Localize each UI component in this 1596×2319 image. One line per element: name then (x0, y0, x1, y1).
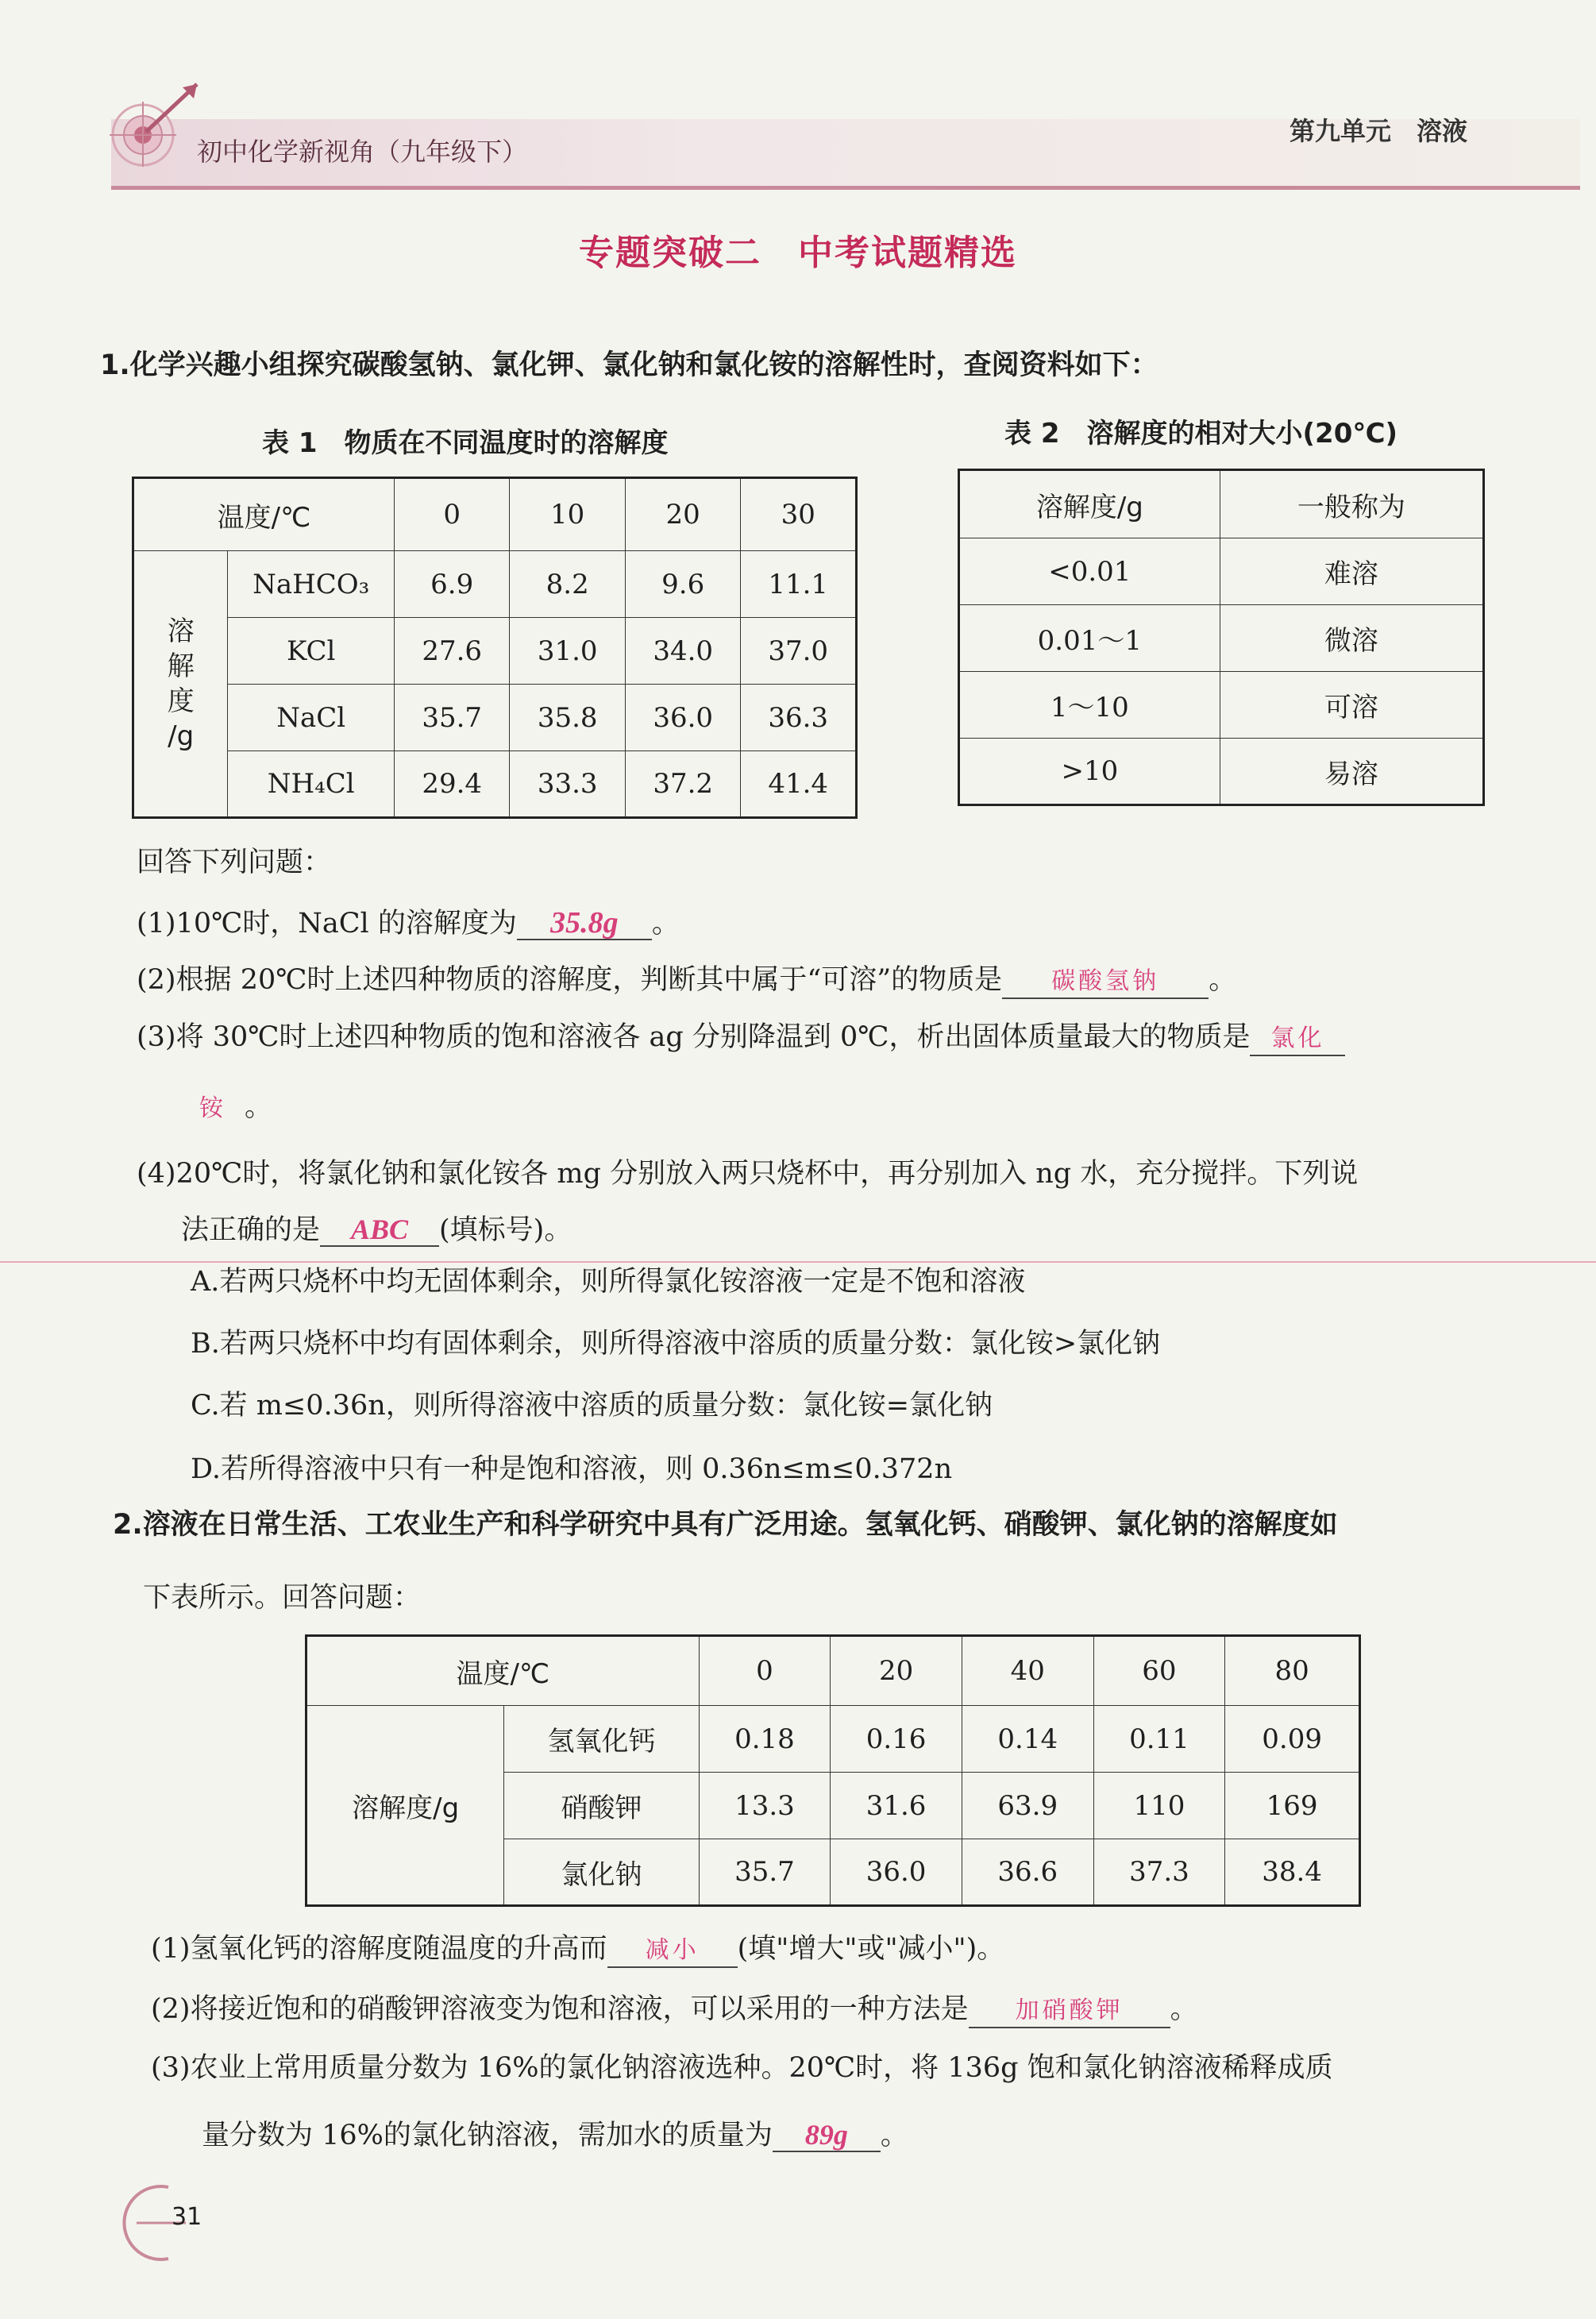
row-group-char: 解 (167, 650, 195, 682)
q1-part4-cont (181, 1214, 572, 1247)
table-cell: 33.3 (510, 751, 626, 818)
table-cell: 0.14 (962, 1706, 1093, 1773)
answer-blank[interactable]: 35.8g (517, 907, 652, 940)
unit-title: 第九单元 溶液 (1290, 116, 1468, 146)
table1-temp: 30 (741, 478, 857, 551)
table3-temp: 60 (1093, 1636, 1225, 1706)
q1-part2-text: (2)根据 20℃时上述四种物质的溶解度，判断其中属于“可溶”的物质是 (137, 964, 1003, 996)
table3-row-group: 溶解度/g (306, 1706, 504, 1906)
table-cell: 微溶 (1220, 605, 1483, 672)
header-rule (111, 186, 1580, 190)
table3-corner: 温度/℃ (306, 1636, 700, 1706)
q2-part1-end: (填"增大"或"减小")。 (737, 1933, 1005, 1965)
q1-part3-end: 。 (245, 1091, 273, 1123)
table1-substance: NH₄Cl (228, 751, 395, 818)
table2-relative-solubility (958, 469, 1485, 806)
table3-substance: 硝酸钾 (504, 1773, 699, 1839)
table-cell: 11.1 (741, 551, 857, 618)
row-group-char: /g (168, 720, 195, 752)
q2-part1 (151, 1933, 1004, 1968)
table-cell: 0.16 (831, 1706, 962, 1773)
q1-part4: (4)20℃时，将氯化钠和氯化铵各 mg 分别放入两只烧杯中，再分别加入 ng 水，充分搅拌。下列说 (137, 1158, 1359, 1190)
q1-part2-end: 。 (1209, 964, 1237, 996)
table-cell: 35.8 (510, 685, 626, 751)
option-a: A.若两只烧杯中均无固体剩余，则所得氯化铵溶液一定是不饱和溶液 (191, 1266, 1026, 1298)
table1-substance: KCl (228, 618, 395, 685)
book-title: 初中化学新视角（九年级下） (197, 137, 528, 167)
answer-blank[interactable]: 铵 (199, 1094, 226, 1122)
table-cell: 1～10 (959, 672, 1220, 739)
q1-part2 (137, 964, 1236, 999)
q2-part2-end: 。 (1170, 1993, 1198, 2025)
answer-blank[interactable]: ABC (320, 1214, 439, 1247)
option-d: D.若所得溶液中只有一种是饱和溶液，则 0.36n≤m≤0.372n (191, 1453, 953, 1485)
q1-part3-text: (3)将 30℃时上述四种物质的饱和溶液各 ag 分别降温到 0℃，析出固体质量最大的物质是 (137, 1021, 1251, 1053)
q1-part3 (137, 1021, 1345, 1056)
table-cell: 0.09 (1225, 1706, 1360, 1773)
row-group-char: 度 (167, 685, 195, 717)
q2-part2 (151, 1993, 1198, 2028)
table3-temp: 0 (699, 1636, 831, 1706)
table1-temp: 0 (394, 478, 510, 551)
table-cell: 0.18 (699, 1706, 831, 1773)
table3-temp: 40 (962, 1636, 1093, 1706)
table-cell: 31.6 (831, 1773, 962, 1839)
table-cell: 63.9 (962, 1773, 1093, 1839)
q1-part4-end: (填标号)。 (439, 1214, 572, 1246)
table-cell: 6.9 (394, 551, 510, 618)
page-title: 专题突破二 中考试题精选 (579, 233, 1017, 273)
table2-header: 一般称为 (1220, 470, 1483, 538)
table-cell: 35.7 (394, 685, 510, 751)
option-b: B.若两只烧杯中均有固体剩余，则所得溶液中溶质的质量分数：氯化铵>氯化钠 (191, 1328, 1161, 1360)
table-cell: 29.4 (394, 751, 510, 818)
answer-blank[interactable]: 碳酸氢钠 (1002, 966, 1209, 999)
table-cell: 36.6 (962, 1839, 1093, 1906)
q2-part3-end: 。 (880, 2120, 908, 2151)
table-cell: 0.11 (1093, 1706, 1225, 1773)
table-cell: 27.6 (394, 618, 510, 685)
q2-stem (113, 1509, 1338, 1541)
q1-stem (100, 349, 1158, 381)
row-group-char: 溶 (167, 615, 195, 647)
table-cell: 9.6 (625, 551, 741, 618)
q1-part1-text: (1)10℃时，NaCl 的溶解度为 (137, 908, 517, 940)
q1-stem-text: 1.化学兴趣小组探究碳酸氢钠、氯化钾、氯化钠和氯化铵的溶解性时，查阅资料如下： (100, 349, 1158, 381)
page-number: 31 (172, 2203, 202, 2231)
table-cell: 13.3 (699, 1773, 831, 1839)
answer-blank[interactable]: 氯化 (1250, 1023, 1345, 1056)
table3-temp: 20 (831, 1636, 962, 1706)
table-cell: 易溶 (1220, 739, 1483, 805)
q1-part1 (137, 907, 680, 940)
table-cell: 37.2 (625, 751, 741, 818)
table3-substance: 氯化钠 (504, 1839, 699, 1906)
table1-caption: 表 1 物质在不同温度时的溶解度 (262, 427, 669, 459)
table-cell: 34.0 (625, 618, 741, 685)
table-cell: <0.01 (959, 538, 1220, 605)
table1-temp: 10 (510, 478, 626, 551)
table-cell: 36.3 (741, 685, 857, 751)
table-cell: 35.7 (699, 1839, 831, 1906)
q2-part1-text: (1)氢氧化钙的溶解度随温度的升高而 (151, 1933, 607, 1965)
table-cell: 37.0 (741, 618, 857, 685)
q2-part3-cont (202, 2119, 908, 2152)
table-cell: 0.01～1 (959, 605, 1220, 672)
table2-header: 溶解度/g (959, 470, 1220, 538)
q1-part4-text: 法正确的是 (181, 1214, 321, 1246)
q1-intro: 回答下列问题： (137, 847, 332, 878)
q1-part3-cont (181, 1091, 272, 1125)
q2-part3: (3)农业上常用质量分数为 16%的氯化钠溶液选种。20℃时，将 136g 饱和氯化钠溶液稀释成质 (151, 2052, 1333, 2084)
page-fold-line (0, 1261, 1596, 1263)
table1-substance: NaCl (228, 685, 395, 751)
table-cell: 37.3 (1093, 1839, 1225, 1906)
answer-blank[interactable]: 减小 (607, 1935, 738, 1968)
table2-caption: 表 2 溶解度的相对大小(20℃) (1004, 418, 1398, 450)
answer-blank[interactable]: 89g (773, 2119, 881, 2152)
table1-solubility (132, 477, 858, 819)
table1-substance: NaHCO₃ (228, 551, 395, 618)
q1-part1-end: 。 (651, 908, 680, 940)
table-cell: 8.2 (510, 551, 626, 618)
table1-corner: 温度/℃ (133, 478, 395, 551)
table1-row-group (133, 551, 228, 818)
table-cell: 110 (1093, 1773, 1225, 1839)
table1-temp: 20 (625, 478, 741, 551)
table3-temp: 80 (1225, 1636, 1360, 1706)
option-c: C.若 m≤0.36n，则所得溶液中溶质的质量分数：氯化铵=氯化钠 (191, 1390, 993, 1422)
table-cell: >10 (959, 739, 1220, 805)
target-logo-icon (94, 73, 213, 168)
q2-part2-text: (2)将接近饱和的硝酸钾溶液变为饱和溶液，可以采用的一种方法是 (151, 1993, 969, 2025)
table-cell: 可溶 (1220, 672, 1483, 739)
table-cell: 难溶 (1220, 538, 1483, 605)
table3-solubility (305, 1634, 1361, 1907)
table3-substance: 氢氧化钙 (504, 1706, 699, 1773)
table-cell: 38.4 (1225, 1839, 1360, 1906)
q2-stem-cont: 下表所示。回答问题： (143, 1582, 422, 1614)
table-cell: 41.4 (741, 751, 857, 818)
q2-stem-text: 2.溶液在日常生活、工农业生产和科学研究中具有广泛用途。氢氧化钙、硝酸钾、氯化钠的溶解度如 (113, 1509, 1338, 1541)
table-cell: 31.0 (510, 618, 626, 685)
q2-part3-text: 量分数为 16%的氯化钠溶液，需加水的质量为 (202, 2120, 773, 2151)
table-cell: 169 (1225, 1773, 1360, 1839)
answer-blank[interactable]: 加硝酸钾 (969, 1995, 1170, 2028)
table-cell: 36.0 (625, 685, 741, 751)
table-cell: 36.0 (831, 1839, 962, 1906)
